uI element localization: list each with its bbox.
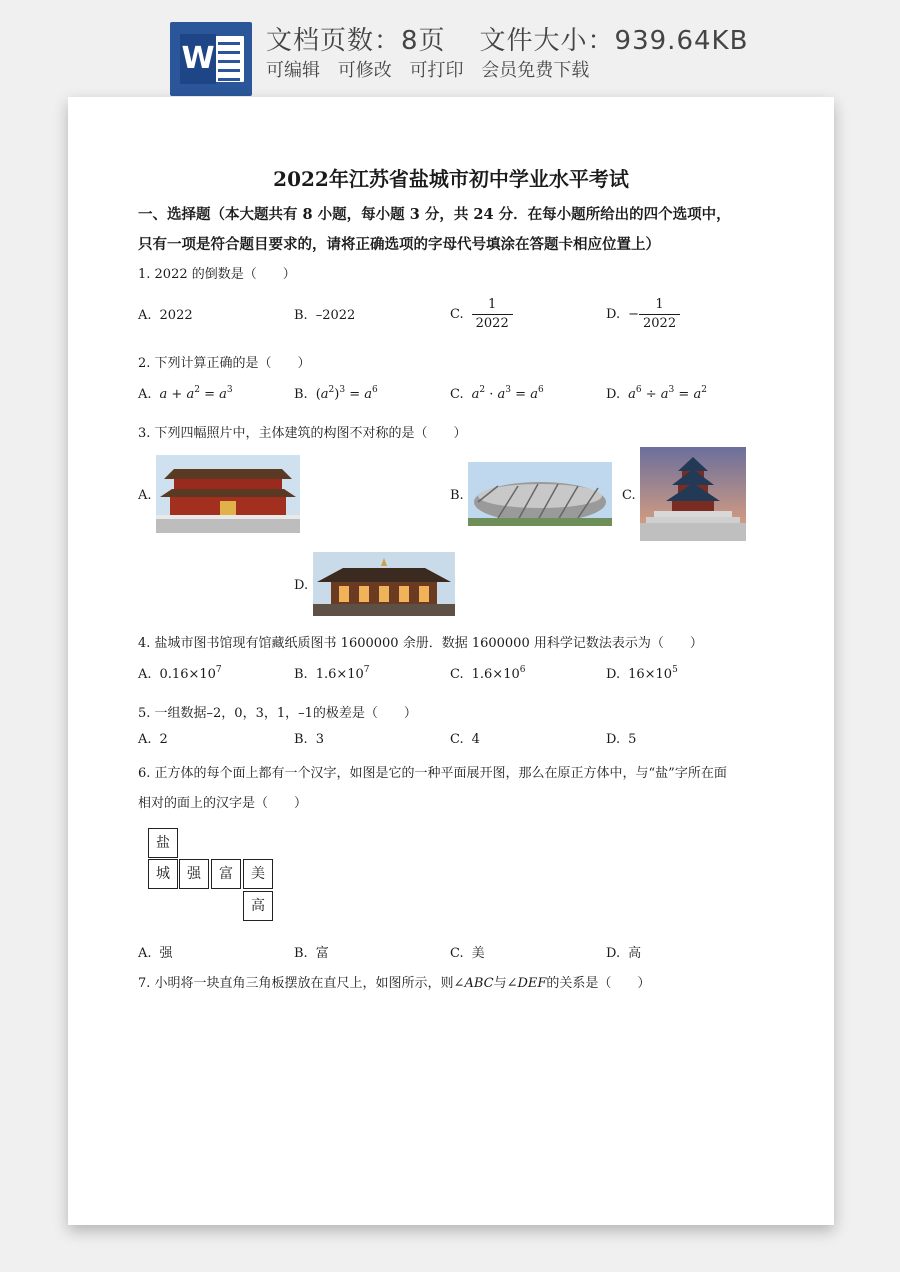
- question-3-label-a: A.: [138, 488, 152, 503]
- option-label: B.: [294, 732, 308, 747]
- question-5-option-d: [606, 732, 636, 747]
- stem-text: 7. 小明将一块直角三角板摆放在直尺上，如图所示，则: [138, 976, 454, 991]
- word-icon: [170, 22, 252, 96]
- question-6-stem-line2: 相对的面上的汉字是（ ）: [138, 796, 308, 811]
- option-value: 3: [315, 732, 324, 747]
- fraction: [639, 296, 680, 333]
- net-cell: 富: [211, 859, 241, 889]
- document-page: [68, 97, 834, 1225]
- option-value: 5: [628, 732, 637, 747]
- option-label: A.: [138, 946, 152, 961]
- angle-def: ∠DEF: [506, 976, 547, 991]
- feature-member-download: 会员免费下载: [481, 60, 590, 81]
- option-value: 2022: [159, 308, 193, 323]
- option-label: B.: [294, 308, 308, 323]
- option-label: A.: [138, 732, 152, 747]
- option-value: –2022: [315, 308, 356, 323]
- question-6-option-b: [294, 942, 329, 961]
- net-cell: 盐: [148, 828, 178, 858]
- question-5-option-b: [294, 732, 324, 747]
- net-cell: 高: [243, 891, 273, 921]
- question-6-option-a: [138, 942, 173, 961]
- numerator: 1: [639, 296, 680, 315]
- feature-editable: 可编辑: [266, 60, 320, 81]
- minus-sign: −: [628, 307, 639, 322]
- stem-text: 与: [493, 976, 507, 991]
- question-6-option-d: [606, 942, 641, 961]
- question-2-option-a: A. $a + a^2 = a^3$: [138, 385, 233, 402]
- option-label: A.: [138, 667, 152, 682]
- page-count: 文档页数：8页: [266, 26, 446, 56]
- question-6-stem-line1: 6. 正方体的每个面上都有一个汉字，如图是它的一种平面展开图，那么在原正方体中，与“盐”字所在面: [138, 766, 727, 781]
- question-4-option-b: B. $1.6\times 10^7$: [294, 665, 370, 682]
- option-label: D.: [606, 732, 621, 747]
- option-label: D.: [606, 387, 621, 402]
- net-cell: 美: [243, 859, 273, 889]
- question-3-label-b: B.: [450, 488, 464, 503]
- option-label: D.: [606, 946, 621, 961]
- option-label: B.: [294, 946, 308, 961]
- option-label: C.: [450, 307, 464, 322]
- denominator: 2022: [643, 316, 677, 331]
- option-value: 强: [159, 946, 173, 961]
- question-5-option-c: [450, 732, 480, 747]
- file-size: 文件大小：939.64KB: [479, 26, 749, 56]
- fraction: [472, 296, 513, 333]
- document-lines-icon: [214, 36, 244, 82]
- question-5-stem: 5. 一组数据–2，0，3，1，–1的极差是（ ）: [138, 706, 417, 721]
- option-label: B.: [294, 667, 308, 682]
- question-4-option-d: D. $16\times 10^5$: [606, 665, 678, 682]
- net-cell: 强: [179, 859, 209, 889]
- header-banner: [0, 0, 900, 100]
- question-1-option-a: [138, 308, 193, 323]
- numerator: 1: [472, 296, 513, 315]
- photo-temple-of-heaven: [640, 447, 746, 541]
- stem-text: 的关系是（ ）: [546, 976, 651, 991]
- option-value: 富: [315, 946, 329, 961]
- question-3-label-d: D.: [294, 578, 309, 593]
- question-4-option-c: C. $1.6\times 10^6$: [450, 665, 526, 682]
- option-label: C.: [450, 667, 464, 682]
- question-4-stem: 4. 盐城市图书馆现有馆藏纸质图书 1600000 余册．数据 1600000 用科学记数法表示为（ ）: [138, 636, 703, 651]
- question-6-option-c: [450, 942, 485, 961]
- feature-modifiable: 可修改: [337, 60, 392, 81]
- option-value: 高: [628, 946, 642, 961]
- option-label: D.: [606, 307, 621, 322]
- question-3-label-c: C.: [622, 488, 636, 503]
- question-4-option-a: A. $0.16\times 10^7$: [138, 665, 222, 682]
- section-heading-line2: 只有一项是符合题目要求的，请将正确选项的字母代号填涂在答题卡相应位置上）: [138, 236, 660, 253]
- question-2-option-d: D. $a^6 \div a^3 = a^2$: [606, 385, 707, 402]
- question-1-option-c: [450, 296, 513, 333]
- denominator: 2022: [475, 316, 509, 331]
- word-logo-letter: W: [180, 34, 216, 84]
- question-2-stem: 2. 下列计算正确的是（ ）: [138, 356, 311, 371]
- question-1-option-b: [294, 308, 355, 323]
- option-label: C.: [450, 387, 464, 402]
- photo-palace-hall: [156, 455, 300, 533]
- option-label: B.: [294, 387, 308, 402]
- option-label: C.: [450, 732, 464, 747]
- option-label: C.: [450, 946, 464, 961]
- photo-birds-nest-stadium: [468, 462, 612, 526]
- angle-abc: ∠ABC: [453, 976, 494, 991]
- feature-printable: 可打印: [409, 60, 464, 81]
- question-1-option-d: [606, 296, 680, 333]
- question-2-option-b: B. $(a^2)^3 = a^6$: [294, 385, 378, 402]
- question-1-stem: 1. 2022 的倒数是（ ）: [138, 267, 296, 282]
- option-label: D.: [606, 667, 621, 682]
- net-cell: 城: [148, 859, 178, 889]
- question-5-option-a: [138, 732, 168, 747]
- option-label: A.: [138, 387, 152, 402]
- option-value: 4: [471, 732, 480, 747]
- question-2-option-c: C. $a^2 \cdot a^3 = a^6$: [450, 385, 544, 402]
- feature-list: [266, 56, 601, 82]
- photo-ancient-hall: [313, 552, 455, 616]
- question-3-stem: 3. 下列四幅照片中，主体建筑的构图不对称的是（ ）: [138, 426, 467, 441]
- option-label: A.: [138, 308, 152, 323]
- option-value: 2: [159, 732, 168, 747]
- section-heading-line1: 一、选择题（本大题共有 8 小题，每小题 3 分，共 24 分．在每小题所给出的四个选项中，: [138, 206, 731, 223]
- question-7-stem: [138, 972, 650, 991]
- file-info: [266, 20, 748, 57]
- page-title: 2022年江苏省盐城市初中学业水平考试: [273, 167, 629, 191]
- option-value: 美: [471, 946, 485, 961]
